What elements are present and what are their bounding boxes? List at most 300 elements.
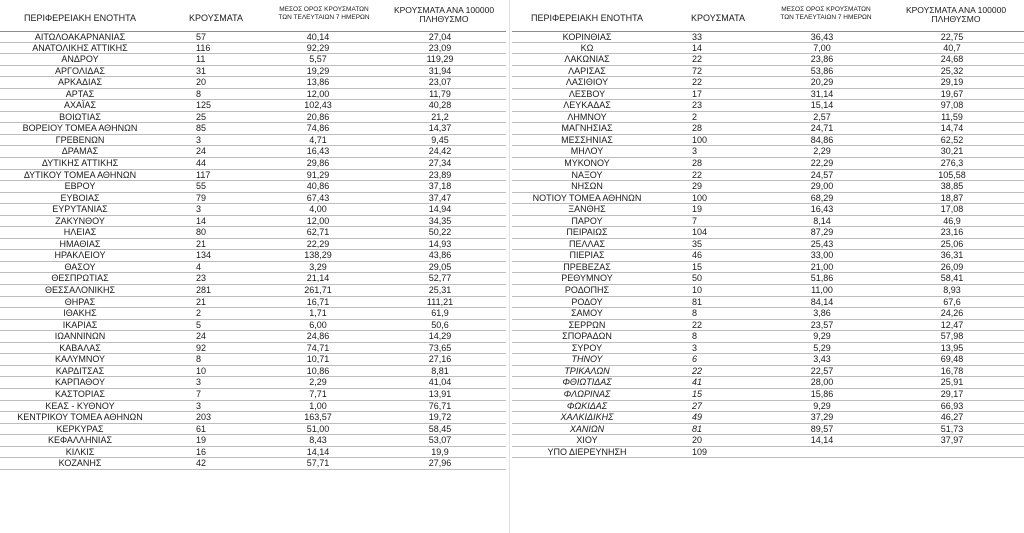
table-row [0,43,506,55]
region-cell: ΔΥΤΙΚΟΥ ΤΟΜΕΑ ΑΘΗΝΩΝ [23,169,137,180]
table-row [0,250,506,262]
table-row [0,89,506,101]
table-row [512,285,1024,297]
region-cell: ΚΟΖΑΝΗΣ [58,458,102,469]
table-row [512,435,1024,447]
avg-cell: 51,86 [810,273,834,284]
header-cases: ΚΡΟΥΣΜΑΤΑ [691,13,745,23]
avg-cell: 23,57 [810,319,834,330]
table-row [512,43,1024,55]
per100k-cell: 14,29 [428,331,452,342]
table-row [512,366,1024,378]
avg-cell: 20,29 [810,77,834,88]
table-row [0,170,506,182]
per100k-cell: 14,93 [428,238,452,249]
cases-cell: 46 [692,250,703,261]
cases-cell: 28 [692,123,703,134]
avg-cell: 87,29 [810,227,834,238]
cases-cell: 23 [692,100,703,111]
per100k-cell: 43,86 [428,250,452,261]
cases-cell: 104 [692,227,708,238]
avg-cell: 21,00 [810,261,834,272]
per100k-cell: 37,47 [428,192,452,203]
avg-cell: 261,71 [304,285,332,296]
cases-cell: 81 [692,296,703,307]
cases-cell: 24 [196,146,207,157]
region-cell: ΦΩΚΙΔΑΣ [566,400,608,411]
per100k-cell: 37,18 [428,181,452,192]
region-cell: ΥΠΟ ΔΙΕΡΕΥΝΗΣΗ [547,446,627,457]
region-cell: ΑΝΑΤΟΛΙΚΗΣ ΑΤΤΙΚΗΣ [32,42,128,53]
avg-cell: 11,00 [811,285,833,296]
avg-cell: 7,71 [309,388,327,399]
avg-cell: 3,86 [813,308,831,319]
avg-cell: 8,14 [813,215,831,226]
per100k-cell: 50,6 [431,319,449,330]
table-row [512,308,1024,320]
region-cell: ΦΘΙΩΤΙΔΑΣ [562,377,612,388]
region-cell: ΝΗΣΩΝ [571,181,603,192]
region-cell: ΕΒΡΟΥ [64,181,96,192]
per100k-cell: 111,21 [426,296,454,307]
per100k-cell: 23,09 [428,42,452,53]
region-cell: ΙΚΑΡΙΑΣ [62,319,98,330]
region-cell: ΒΟΡΕΙΟΥ ΤΟΜΕΑ ΑΘΗΝΩΝ [22,123,138,134]
cases-cell: 8 [196,88,202,99]
per100k-cell: 34,35 [428,215,452,226]
table-row [512,377,1024,389]
table-row [0,66,506,78]
avg-cell: 22,29 [306,238,330,249]
avg-cell: 22,57 [810,365,834,376]
per100k-cell: 21,2 [431,111,449,122]
region-cell: ΝΑΞΟΥ [571,169,603,180]
table-row [0,389,506,401]
table-row [512,320,1024,332]
table-row [0,146,506,158]
region-cell: ΧΙΟΥ [576,435,598,446]
cases-cell: 44 [196,158,207,169]
per100k-cell: 119,29 [426,54,454,65]
table-row [512,424,1024,436]
cases-cell: 20 [196,77,207,88]
cases-cell: 29 [692,181,703,192]
table-row [0,412,506,424]
per100k-cell: 36,31 [940,250,964,261]
cases-cell: 8 [692,308,698,319]
cases-cell: 21 [196,296,207,307]
table-row [0,458,506,470]
region-cell: ΚΑΡΠΑΘΟΥ [54,377,106,388]
region-cell: ΝΟΤΙΟΥ ΤΟΜΕΑ ΑΘΗΝΩΝ [532,192,642,203]
table-row [0,354,506,366]
region-cell: ΘΑΣΟΥ [64,261,96,272]
avg-cell: 67,43 [306,192,330,203]
avg-cell: 8,43 [309,435,327,446]
cases-cell: 22 [692,319,703,330]
region-cell: ΚΩ [580,42,594,53]
region-cell: ΧΑΛΚΙΔΙΚΗΣ [560,412,614,423]
per100k-cell: 38,85 [940,181,964,192]
avg-cell: 138,29 [304,250,332,261]
header-avg-line2: ΤΩΝ ΤΕΛΕΥΤΑΙΩΝ 7 ΗΜΕΡΩΝ [780,13,872,21]
cases-cell: 125 [196,100,212,111]
region-cell: ΗΛΕΙΑΣ [63,227,97,238]
per100k-cell: 26,09 [940,261,964,272]
header-avg [262,6,386,21]
cases-cell: 41 [692,377,703,388]
cases-cell: 281 [196,285,212,296]
region-cell: ΑΡΤΑΣ [65,88,95,99]
table-row [512,135,1024,147]
region-cell: ΘΕΣΣΑΛΟΝΙΚΗΣ [44,285,116,296]
table-row [0,216,506,228]
right-table-header [512,0,1024,31]
table-row [512,447,1024,459]
table-row [512,412,1024,424]
region-cell: ΜΥΚΟΝΟΥ [564,158,610,169]
avg-cell: 102,43 [304,100,332,111]
region-cell: ΗΜΑΘΙΑΣ [59,238,101,249]
table-row [0,285,506,297]
table-row [0,123,506,135]
cases-cell: 15 [692,388,703,399]
per100k-cell: 24,42 [428,146,452,157]
region-cell: ΤΡΙΚΑΛΩΝ [564,365,610,376]
avg-cell: 3,29 [309,261,327,272]
table-row [0,377,506,389]
per100k-cell: 13,91 [428,388,452,399]
per100k-cell: 27,16 [428,354,452,365]
region-cell: ΜΕΣΣΗΝΙΑΣ [561,134,613,145]
avg-cell: 51,00 [306,423,330,434]
avg-cell: 92,29 [306,42,330,53]
avg-cell: 9,29 [813,331,831,342]
cases-cell: 42 [196,458,207,469]
cases-cell: 27 [692,400,703,411]
left-table [0,0,506,470]
table-row [0,193,506,205]
region-cell: ΚΟΡΙΝΘΙΑΣ [562,32,612,42]
cases-cell: 23 [196,273,207,284]
per100k-cell: 18,87 [940,192,964,203]
cases-cell: 4 [196,261,202,272]
per100k-cell: 31,94 [428,65,452,76]
region-cell: ΤΗΝΟΥ [571,354,603,365]
table-row [0,320,506,332]
table-row [512,66,1024,78]
per100k-cell: 69,48 [940,354,964,365]
per100k-cell: 57,98 [940,331,964,342]
table-row [512,204,1024,216]
avg-cell: 13,86 [306,77,330,88]
cases-cell: 31 [196,65,207,76]
region-cell: ΠΕΛΛΑΣ [568,238,606,249]
per100k-cell: 51,73 [940,423,964,434]
cases-cell: 3 [196,204,202,215]
avg-cell: 14,14 [306,446,330,457]
per100k-cell: 22,75 [940,32,964,42]
table-row [512,170,1024,182]
header-cases: ΚΡΟΥΣΜΑΤΑ [189,13,243,23]
region-cell: ΔΥΤΙΚΗΣ ΑΤΤΙΚΗΣ [41,158,119,169]
cases-cell: 81 [692,423,703,434]
per100k-cell: 58,41 [940,273,964,284]
table-row [512,146,1024,158]
avg-cell: 53,86 [810,65,834,76]
per100k-cell: 24,26 [940,308,964,319]
cases-cell: 21 [196,238,207,249]
avg-cell: 28,00 [810,377,834,388]
table-row [0,204,506,216]
avg-cell: 2,29 [309,377,327,388]
region-cell: ΛΑΡΙΣΑΣ [568,65,606,76]
header-per100k [382,6,506,23]
per100k-cell: 13,95 [940,342,964,353]
avg-cell: 74,86 [306,123,330,134]
cases-cell: 85 [196,123,207,134]
region-cell: ΘΗΡΑΣ [64,296,96,307]
per100k-cell: 25,32 [940,65,964,76]
region-cell: ΡΟΔΟΠΗΣ [564,285,610,296]
table-row [512,273,1024,285]
cases-cell: 7 [692,215,698,226]
table-row [0,343,506,355]
table-row [512,193,1024,205]
per100k-cell: 29,05 [428,261,452,272]
cases-cell: 3 [196,400,202,411]
per100k-cell: 25,91 [940,377,964,388]
cases-cell: 22 [692,77,703,88]
region-cell: ΚΑΒΑΛΑΣ [59,342,101,353]
table-row [512,31,1024,43]
table-row [512,77,1024,89]
region-cell: ΚΕΡΚΥΡΑΣ [56,423,104,434]
table-row [0,112,506,124]
table-row [512,354,1024,366]
cases-cell: 14 [196,215,207,226]
per100k-cell: 40,28 [428,100,452,111]
table-row [512,227,1024,239]
avg-cell: 15,14 [810,100,834,111]
cases-cell: 19 [196,435,207,446]
cases-cell: 203 [196,412,212,423]
region-cell: ΣΑΜΟΥ [571,308,603,319]
region-cell: ΑΡΚΑΔΙΑΣ [57,77,103,88]
table-row [0,366,506,378]
cases-cell: 2 [692,111,698,122]
table-row [0,273,506,285]
avg-cell: 40,14 [306,32,330,42]
region-cell: ΖΑΚΥΝΘΟΥ [55,215,105,226]
avg-cell: 14,14 [810,435,834,446]
avg-cell: 12,00 [306,215,330,226]
avg-cell: 57,71 [306,458,330,469]
cases-cell: 19 [692,204,703,215]
header-per100k-line1: ΚΡΟΥΣΜΑΤΑ ΑΝΑ 100000 [905,5,1007,15]
table-row [0,401,506,413]
cases-cell: 2 [196,308,202,319]
per100k-cell: 16,78 [940,365,964,376]
cases-cell: 5 [196,319,202,330]
per100k-cell: 76,71 [428,400,452,411]
cases-cell: 20 [692,435,703,446]
per100k-cell: 66,93 [940,400,964,411]
avg-cell: 10,86 [306,365,330,376]
per100k-cell: 11,79 [429,88,451,99]
table-row [0,331,506,343]
cases-cell: 22 [692,365,703,376]
table-row [512,389,1024,401]
per100k-cell: 14,94 [428,204,452,215]
avg-cell: 36,43 [810,32,834,42]
region-cell: ΑΡΓΟΛΙΔΑΣ [55,65,105,76]
avg-cell: 1,00 [309,400,327,411]
table-row [0,308,506,320]
region-cell: ΡΕΘΥΜΝΟΥ [561,273,613,284]
avg-cell: 5,57 [309,54,327,65]
avg-cell: 40,86 [306,181,330,192]
avg-cell: 31,14 [810,88,834,99]
cases-cell: 24 [196,331,207,342]
region-cell: ΠΙΕΡΙΑΣ [569,250,605,261]
cases-cell: 55 [196,181,207,192]
cases-cell: 100 [692,134,708,145]
avg-cell: 4,71 [309,134,327,145]
table-row [0,135,506,147]
avg-cell: 1,71 [309,308,327,319]
cases-cell: 6 [692,354,698,365]
region-cell: ΑΧΑΪΑΣ [63,100,97,111]
cases-cell: 17 [692,88,703,99]
avg-cell: 6,00 [309,319,327,330]
region-cell: ΚΕΑΣ - ΚΥΘΝΟΥ [45,400,115,411]
table-row [0,297,506,309]
per100k-cell: 40,7 [943,42,961,53]
per100k-cell: 9,45 [431,134,449,145]
region-cell: ΔΡΑΜΑΣ [61,146,99,157]
table-row [512,262,1024,274]
table-row [0,262,506,274]
per100k-cell: 61,9 [431,308,449,319]
region-cell: ΛΑΚΩΝΙΑΣ [564,54,610,65]
cases-cell: 28 [692,158,703,169]
avg-cell: 21,14 [306,273,330,284]
per100k-cell: 27,34 [428,158,452,169]
avg-cell: 12,00 [306,88,330,99]
left-table-header [0,0,506,31]
per100k-cell: 29,17 [940,388,964,399]
table-row [0,239,506,251]
cases-cell: 16 [196,446,207,457]
cases-cell: 109 [692,446,708,457]
avg-cell: 29,86 [306,158,330,169]
cases-cell: 3 [692,342,698,353]
cases-cell: 92 [196,342,207,353]
avg-cell: 16,71 [306,296,330,307]
avg-cell: 16,43 [810,204,834,215]
avg-cell: 22,29 [810,158,834,169]
table-row [0,31,506,43]
avg-cell: 9,29 [813,400,831,411]
cases-cell: 8 [692,331,698,342]
cases-cell: 3 [196,377,202,388]
avg-cell: 15,86 [810,388,834,399]
table-row [512,250,1024,262]
region-cell: ΠΡΕΒΕΖΑΣ [563,261,611,272]
header-per100k-line1: ΚΡΟΥΣΜΑΤΑ ΑΝΑ 100000 [393,5,495,15]
avg-cell: 37,29 [810,412,834,423]
cases-cell: 49 [692,412,703,423]
per100k-cell: 276,3 [940,158,964,169]
per100k-cell: 37,97 [940,435,964,446]
cases-cell: 3 [692,146,698,157]
avg-cell: 2,57 [813,111,831,122]
per100k-cell: 8,93 [943,285,961,296]
table-row [512,401,1024,413]
table-row [512,54,1024,66]
region-cell: ΣΠΟΡΑΔΩΝ [562,331,612,342]
avg-cell: 24,57 [810,169,834,180]
avg-cell: 16,43 [306,146,330,157]
region-cell: ΡΟΔΟΥ [571,296,603,307]
avg-cell: 24,71 [810,123,834,134]
region-cell: ΓΡΕΒΕΝΩΝ [55,134,105,145]
header-avg-line2: ΤΩΝ ΤΕΛΕΥΤΑΙΩΝ 7 ΗΜΕΡΩΝ [278,13,370,21]
header-avg-line1: ΜΕΣΟΣ ΟΡΟΣ ΚΡΟΥΣΜΑΤΩΝ [279,6,369,13]
avg-cell: 7,00 [813,42,831,53]
table-row [512,123,1024,135]
region-cell: ΕΥΒΟΙΑΣ [60,192,100,203]
cases-cell: 33 [692,32,703,42]
cases-cell: 25 [196,111,207,122]
avg-cell: 84,14 [810,296,834,307]
avg-cell: 163,57 [304,412,332,423]
avg-cell: 25,43 [810,238,834,249]
per100k-cell: 46,27 [940,412,964,423]
per100k-cell: 17,08 [940,204,964,215]
avg-cell: 89,57 [810,423,834,434]
per100k-cell: 23,89 [428,169,452,180]
region-cell: ΙΘΑΚΗΣ [63,308,97,319]
left-table-body [0,31,506,470]
region-cell: ΚΙΛΚΙΣ [65,446,95,457]
per100k-cell: 29,19 [940,77,964,88]
cases-cell: 11 [196,54,206,65]
region-cell: ΠΑΡΟΥ [571,215,603,226]
per100k-cell: 12,47 [940,319,964,330]
cases-cell: 117 [196,169,211,180]
cases-cell: 3 [196,134,202,145]
table-row [0,100,506,112]
region-cell: ΜΑΓΝΗΣΙΑΣ [561,123,613,134]
avg-cell: 2,29 [813,146,831,157]
region-cell: ΠΕΙΡΑΙΩΣ [566,227,608,238]
table-row [512,331,1024,343]
avg-cell: 20,86 [306,111,330,122]
region-cell: ΑΝΔΡΟΥ [61,54,99,65]
right-table-body [512,31,1024,458]
avg-cell: 24,86 [306,331,330,342]
region-cell: ΕΥΡΥΤΑΝΙΑΣ [52,204,108,215]
region-cell: ΦΛΩΡΙΝΑΣ [563,388,611,399]
region-cell: ΚΕΦΑΛΛΗΝΙΑΣ [47,435,113,446]
avg-cell: 5,29 [813,342,831,353]
cases-cell: 35 [692,238,703,249]
region-cell: ΒΟΙΩΤΙΑΣ [59,111,101,122]
cases-cell: 79 [196,192,207,203]
table-row [0,77,506,89]
